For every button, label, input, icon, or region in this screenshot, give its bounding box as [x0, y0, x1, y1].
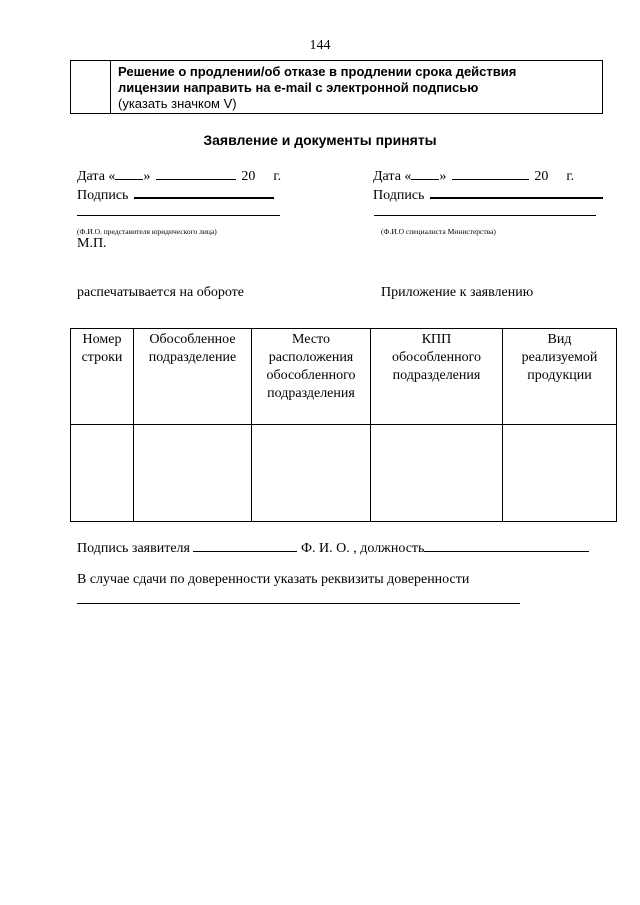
right-date-mid: » [439, 169, 447, 184]
header-text: Место [292, 332, 330, 347]
right-fio-line[interactable] [374, 215, 596, 216]
note-left: распечатывается на обороте [77, 285, 244, 300]
header-text: расположения [268, 350, 354, 365]
table-cell[interactable] [503, 425, 617, 522]
header-subdivision [134, 329, 252, 425]
left-sign-line [77, 185, 274, 204]
left-fio-caption: (Ф.И.О. представителя юридического лица) [77, 227, 217, 236]
left-fio-line[interactable] [77, 215, 280, 216]
header-text: реализуемой [521, 350, 598, 365]
header-text: подразделение [148, 350, 237, 365]
header-text: строки [81, 350, 123, 365]
table-row [71, 425, 617, 522]
left-date-mid: » [143, 169, 151, 184]
right-month-blank[interactable] [452, 167, 529, 180]
decision-line-2: лицензии направить на e-mail с электронной подписью [118, 80, 479, 95]
proxy-details-line[interactable] [77, 603, 520, 604]
license-decision-box [70, 60, 603, 114]
right-date-prefix: Дата « [373, 169, 412, 184]
right-sign-blank[interactable] [430, 185, 603, 199]
left-sign-label: Подпись [77, 188, 129, 203]
decision-line-1: Решение о продлении/об отказе в продлении срока действия [118, 64, 517, 79]
table-cell[interactable] [371, 425, 503, 522]
applicant-signature-line [77, 539, 589, 557]
header-product-type [503, 329, 617, 425]
right-fio-caption: (Ф.И.О специалиста Министерства) [381, 227, 496, 236]
subdivision-table [70, 328, 617, 522]
header-text: подразделения [392, 368, 481, 383]
left-date-year: 20 [241, 169, 256, 184]
left-date-line [77, 167, 281, 185]
right-day-blank[interactable] [411, 167, 439, 180]
header-location [252, 329, 371, 425]
page-number: 144 [309, 38, 331, 53]
header-row-number [71, 329, 134, 425]
table-cell[interactable] [71, 425, 134, 522]
header-text: подразделения [267, 386, 355, 401]
stamp-label: М.П. [77, 236, 107, 251]
right-date-line [373, 167, 574, 185]
table-header-row [71, 329, 617, 425]
applicant-signature-blank[interactable] [193, 539, 297, 552]
header-text: КПП [421, 332, 452, 347]
left-sign-blank[interactable] [134, 185, 274, 199]
right-sign-label: Подпись [373, 188, 425, 203]
header-text: продукции [527, 368, 592, 383]
header-kpp [371, 329, 503, 425]
right-date-suffix: г. [566, 169, 575, 184]
right-date-year: 20 [534, 169, 549, 184]
license-decision-text [118, 64, 516, 112]
left-date-prefix: Дата « [77, 169, 116, 184]
table-cell[interactable] [134, 425, 252, 522]
header-text: обособленного [391, 350, 482, 365]
proxy-note: В случае сдачи по доверенности указать реквизиты доверенности [77, 572, 470, 587]
header-text: Номер [82, 332, 122, 347]
applicant-signature-label: Подпись заявителя [77, 541, 190, 556]
left-month-blank[interactable] [156, 167, 236, 180]
header-text: обособленного [266, 368, 356, 383]
fio-position-label: Ф. И. О. , должность [300, 541, 425, 556]
fio-position-blank[interactable] [424, 539, 589, 552]
section-title: Заявление и документы приняты [203, 132, 437, 148]
decision-line-3: (указать значком V) [118, 96, 237, 111]
left-day-blank[interactable] [115, 167, 143, 180]
table-cell[interactable] [252, 425, 371, 522]
left-date-suffix: г. [273, 169, 282, 184]
header-text: Вид [547, 332, 572, 347]
right-sign-line [373, 185, 603, 204]
header-text: Обособленное [149, 332, 236, 347]
note-right: Приложение к заявлению [381, 285, 534, 300]
checkbox-cell[interactable] [71, 61, 111, 113]
